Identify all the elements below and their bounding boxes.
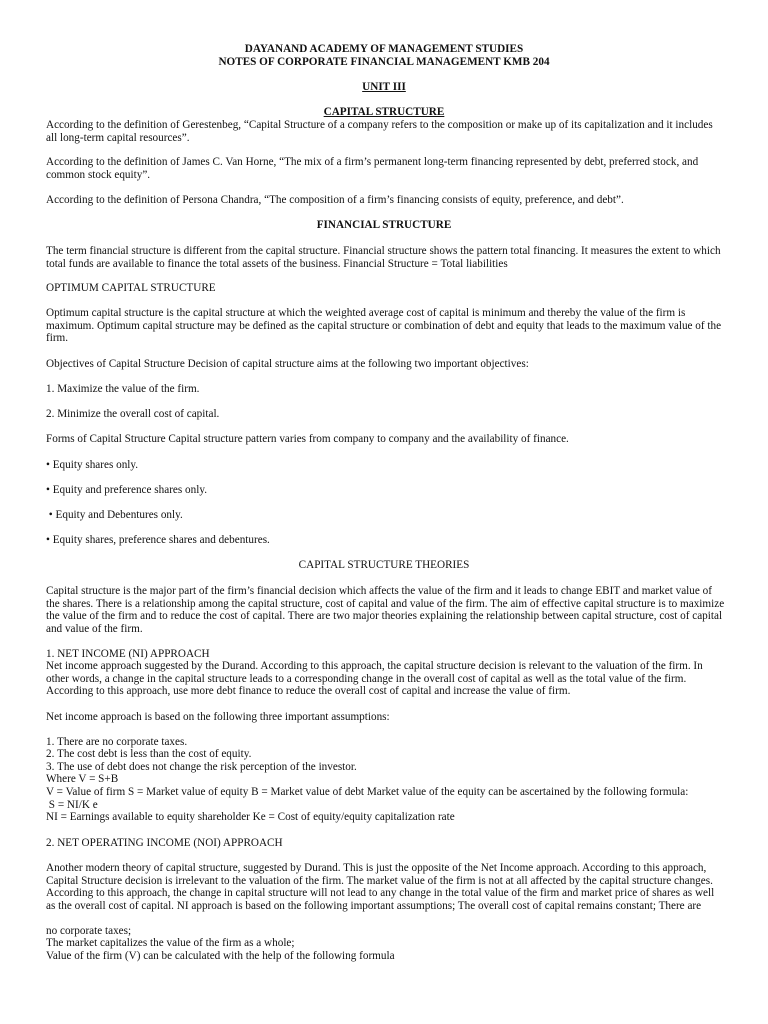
noi-line: no corporate taxes; [46,925,132,937]
objective-2: 2. Minimize the overall cost of capital. [46,408,220,420]
ni-formula: S = NI/K e [46,799,98,811]
ni-where: Where V = S+B [46,773,119,785]
form-item: • Equity and preference shares only. [46,484,207,496]
ni-variable-definitions: V = Value of firm S = Market value of equity B = Market value of debt Market value of the equity can be ascertained by the following formula: [46,786,689,798]
definition-van-horne: According to the definition of James C. Van Horne, “The mix of a firm’s permanent long-term financing represented by debt, preferred stock, and common stock equity”. [46,156,699,181]
ni-assumption-1: 1. There are no corporate taxes. [46,736,188,748]
optimum-heading: OPTIMUM CAPITAL STRUCTURE [46,282,216,294]
course-title: NOTES OF CORPORATE FINANCIAL MANAGEMENT KMB 204 [218,56,550,68]
definition-gerestenbeg: According to the definition of Gerestenbeg, “Capital Structure of a company refers to the composition or make up of its capitalization and it includes all long-term capital resources”. [46,119,713,144]
form-item: • Equity shares only. [46,459,139,471]
unit-heading: UNIT III [362,81,406,93]
noi-heading: 2. NET OPERATING INCOME (NOI) APPROACH [46,837,283,849]
financial-structure-paragraph: The term financial structure is different from the capital structure. Financial structure shows the pattern total financing. It measures the extent to which total funds are available to finance the total assets of the business. Financial Structure = Total liabilities [46,245,721,270]
theories-heading: CAPITAL STRUCTURE THEORIES [298,559,470,571]
noi-paragraph: Another modern theory of capital structure, suggested by Durand. This is just the opposite of the Net Income approach. According to this approach, Capital Structure decision is irrelevant to the valuation of the firm. The market value of the firm is not at all affected by the capital structure changes. According to this approach, the change in capital structure will not lead to any change in the total value of the firm and market price of shares as well as the overall cost of capital. NI approach is based on the following important assumptions; The overall cost of capital remains constant; There are [46,862,715,912]
institution-title: DAYANAND ACADEMY OF MANAGEMENT STUDIES [244,43,524,55]
ni-paragraph: Net income approach suggested by the Durand. According to this approach, the capital structure decision is relevant to the valuation of the firm. In other words, a change in the capital structure leads to a corresponding change in the overall cost of capital as well as the total value of the firm. According to this approach, use more debt finance to reduce the overall cost of capital and increase the value of firm. [46,660,703,698]
form-item: • Equity and Debentures only. [46,509,183,521]
noi-line: Value of the firm (V) can be calculated with the help of the following formula [46,950,395,962]
capital-structure-heading: CAPITAL STRUCTURE [323,106,445,118]
noi-line: The market capitalizes the value of the firm as a whole; [46,937,295,949]
ni-heading: 1. NET INCOME (NI) APPROACH [46,648,210,660]
definition-chandra: According to the definition of Persona Chandra, “The composition of a firm’s financing consists of equity, preference, and debt”. [46,194,624,206]
ni-definitions: NI = Earnings available to equity shareholder Ke = Cost of equity/equity capitalization rate [46,811,455,823]
objectives-intro: Objectives of Capital Structure Decision of capital structure aims at the following two important objectives: [46,358,529,370]
ni-assumption-2: 2. The cost debt is less than the cost of equity. [46,748,252,760]
forms-intro: Forms of Capital Structure Capital structure pattern varies from company to company and the availability of finance. [46,433,569,445]
theories-paragraph: Capital structure is the major part of the firm’s financial decision which affects the value of the firm and it leads to change EBIT and market value of the shares. There is a relationship among the capital structure, cost of capital and value of the firm. The aim of effective capital structure is to maximize the value of the firm and to reduce the cost of capital. There are two major theories explaining the relationship between capital structure, cost of capital and value of the firm. [46,585,725,635]
objective-1: 1. Maximize the value of the firm. [46,383,200,395]
ni-assumptions-intro: Net income approach is based on the following three important assumptions: [46,711,390,723]
optimum-paragraph: Optimum capital structure is the capital structure at which the weighted average cost of capital is minimum and thereby the value of the firm is maximum. Optimum capital structure may be defined as the capital structure or combination of debt and equity that leads to the maximum value of the firm. [46,307,722,345]
financial-structure-heading: FINANCIAL STRUCTURE [316,219,452,231]
form-item: • Equity shares, preference shares and debentures. [46,534,270,546]
ni-assumption-3: 3. The use of debt does not change the risk perception of the investor. [46,761,357,773]
